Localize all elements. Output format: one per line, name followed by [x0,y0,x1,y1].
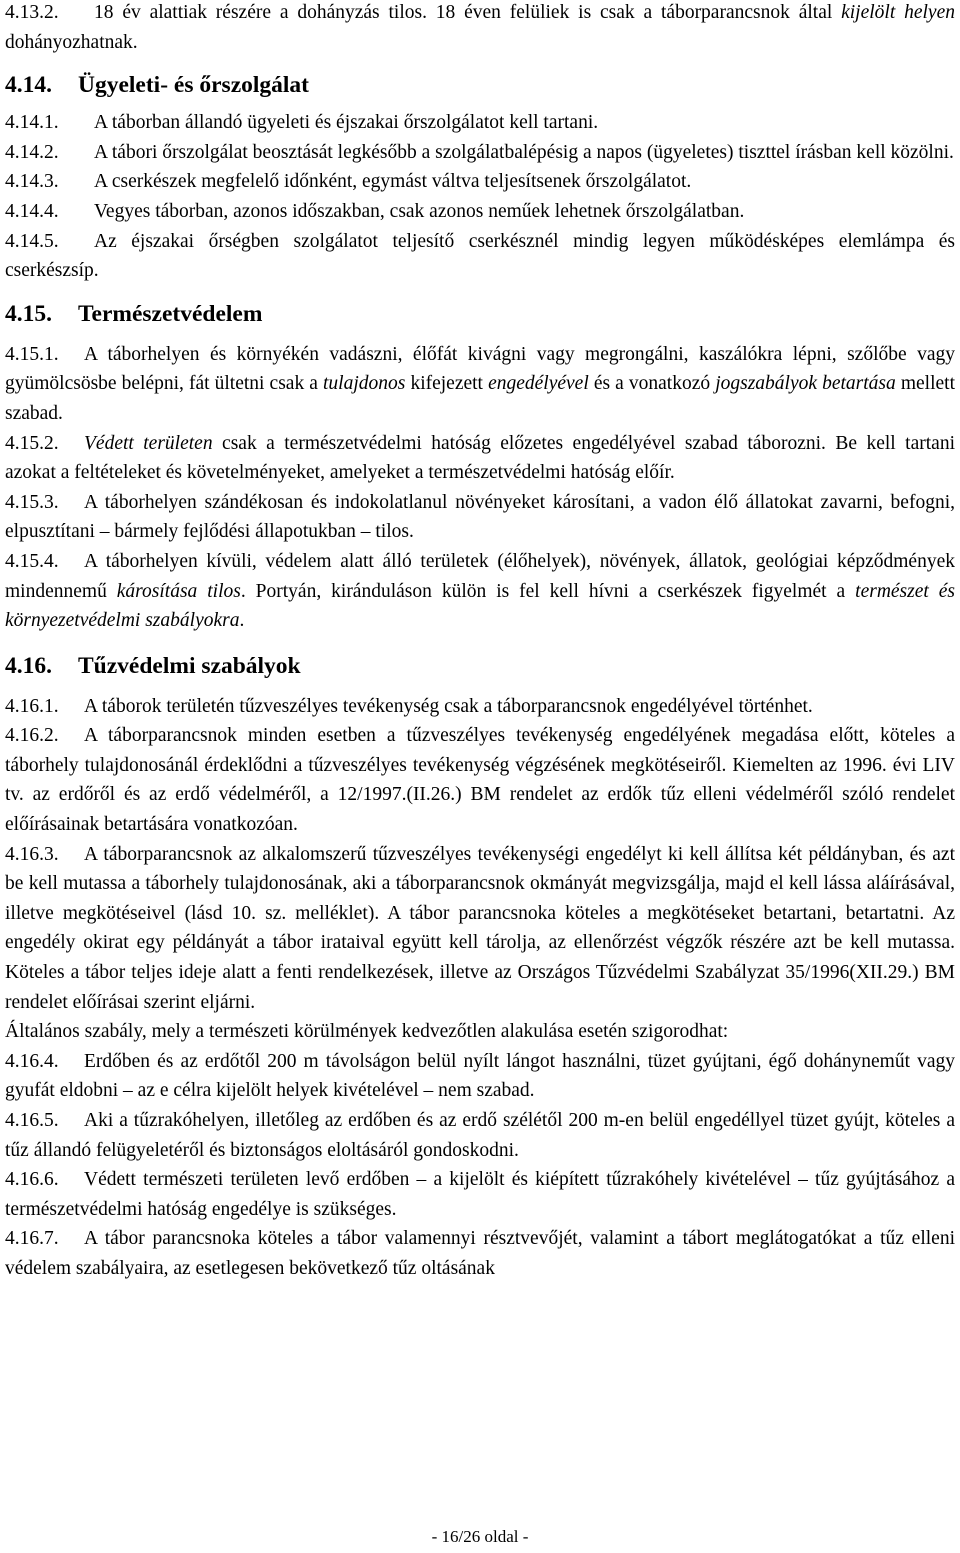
page-footer: - 16/26 oldal - [431,1527,529,1546]
paragraph-4-16-1: 4.16.1. A táborok területén tűzveszélyes tevékenység csak a táborparancsnok engedélyével történhet. [5,695,813,717]
paragraph-4-15-4: 4.15.4. A táborhelyen kívüli, védelem alatt álló területek (élőhelyek), növények, állatok, geológiai képződmények mindennemű károsítása tilos. Portyán, kiránduláson külön is fel kell hívni a cserkészek figyelmét a természet és környezetvédelmi szabályokra. [5,550,955,632]
paragraph-4-14-2: 4.14.2. A tábori őrszolgálat beosztását legkésőbb a szolgálatbalépésig a napos (ügyeletes) tiszttel írásban kell közölni. [5,141,954,163]
section-number: 4.13.2. [5,2,59,23]
paragraph-4-16-4: 4.16.4. Erdőben és az erdőtől 200 m távolságon belül nyílt lángot használni, tüzet gyújtani, égő dohányneműt vagy gyufát eldobni – az e célra kijelölt helyek kivételével – nem szabad. [5,1050,955,1102]
paragraph-4-15-2: 4.15.2. Védett területen csak a természetvédelmi hatóság előzetes engedélyével szabad táborozni. Be kell tartani azokat a feltételeket és követelményeket, amelyeket a természetvédelmi hatóság előír. [5,432,955,484]
paragraph-4-14-3: 4.14.3. A cserkészek megfelelő időnként, egymást váltva teljesítsenek őrszolgálatot. [5,171,692,193]
paragraph-4-14-1: 4.14.1. A táborban állandó ügyeleti és éjszakai őrszolgálatot kell tartani. [5,112,599,134]
paragraph-4-16-5: 4.16.5. Aki a tűzrakóhelyen, illetőleg az erdőben és az erdő szélétől 200 m-en belül engedéllyel tüzet gyújt, köteles a tűz állandó felügyeletéről és biztonságos eloltásáról gondoskodni. [5,1110,955,1161]
heading-4-16: 4.16. Tűzvédelmi szabályok [5,652,301,679]
paragraph-4-14-4: 4.14.4. Vegyes táborban, azonos időszakban, csak azonos neműek lehetnek őrszolgálatban. [5,200,745,222]
heading-4-14: 4.14. Ügyeleti- és őrszolgálat [5,72,310,99]
paragraph-4-14-5: 4.14.5. Az éjszakai őrségben szolgálatot teljesítő cserkésznél mindig legyen működésképes elemlámpa és cserkészsíp. [5,230,955,282]
paragraph-4-15-1: 4.15.1. A táborhelyen és környékén vadászni, élőfát kivágni vagy megrongálni, kaszálókra lépni, szőlőbe vagy gyümölcsösbe belépni, fát ültetni csak a tulajdonos kifejezett engedélyével és a vonatkozó jogszabályok betartása mellett szabad. [5,343,955,424]
paragraph-4-16-7: 4.16.7. A tábor parancsnoka köteles a tábor valamennyi résztvevőjét, valamint a tábort meglátogatókat a tűz elleni védelem szabályaira, az esetlegesen bekövetkező tűz oltásának [5,1228,955,1279]
paragraph-4-13-2: 4.13.2. 18 év alattiak részére a dohányzás tilos. 18 éven felüliek is csak a táborparancsnok által kijelölt helyen dohányozhatnak. [5,0,955,57]
paragraph-4-16-6: 4.16.6. Védett természeti területen levő erdőben – a kijelölt és kiépített tűzrakóhely kivételével – tűz gyújtásához a természetvédelmi hatóság engedélye is szükséges. [5,1169,955,1220]
document-page [5,0,955,1284]
paragraph-4-16-3: 4.16.3. A táborparancsnok az alkalomszerű tűzveszélyes tevékenységi engedélyt ki kell állítsa két példányban, és azt be kell mutassa a táborhely tulajdonosának, aki a táborparancsnok okmányát megvizsgálja, majd el kell lássa aláírásával, illetve megkötéseivel (lásd 10. sz. melléklet). A tábor parancsnoka köteles a megkötéseket betartani, betartatni. Az engedély okirat egy példányát a tábor irataival együtt kell tárolja, az ellenőrzést végzők részére azt be kell mutassa. Köteles a tábor teljes ideje alatt a fenti rendelkezések, illetve az Országos Tűzvédelmi Szabályzat 35/1996(XII.29.) BM rendelet előírásai szerint eljárni. [5,843,955,1013]
heading-4-15: 4.15. Természetvédelem [5,300,263,327]
general-rule-intro: Általános szabály, mely a természeti körülmények kedvezőtlen alakulása esetén szigorodhat: [5,1021,729,1043]
paragraph-4-15-3: 4.15.3. A táborhelyen szándékosan és indokolatlanul növényeket károsítani, a vadon élő állatokat zavarni, befogni, elpusztítani – bármely fejlődési állapotukban – tilos. [5,491,955,543]
paragraph-4-16-2: 4.16.2. A táborparancsnok minden esetben a tűzveszélyes tevékenység engedélyének megadása előtt, köteles a táborhely tulajdonosánál érdeklődni a tűzveszélyes tevékenység végzésének megkötéseiről. Kiemelten az 1996. évi LIV tv. az erdőről és az erdő védelméről, a 12/1997.(II.26.) BM rendelet az erdők tűz elleni védelméről szóló rendelet előírásainak betartására vonatkozóan. [5,725,955,836]
